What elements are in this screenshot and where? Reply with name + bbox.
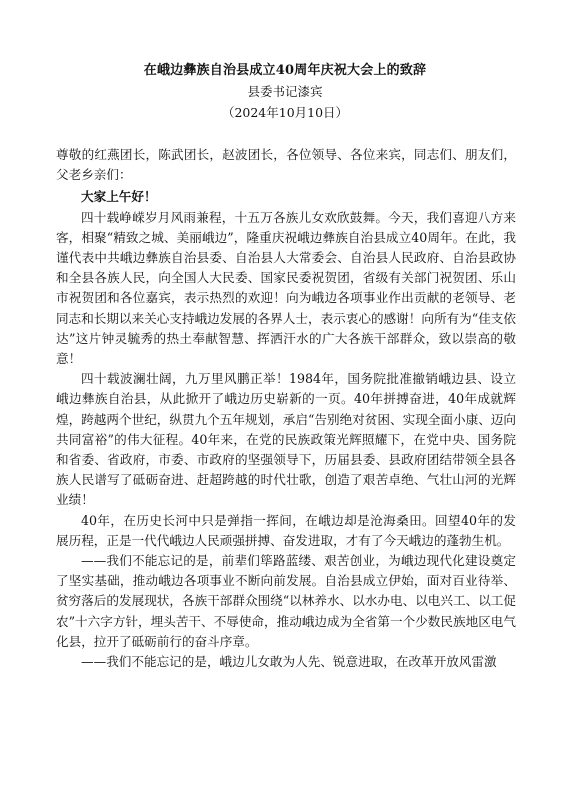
body-paragraph-1: 四十载峥嵘岁月风雨兼程，十五万各族儿女欢欣鼓舞。今天，我们喜迎八方来客，相聚“精致之城、美丽峨边”，隆重庆祝峨边彝族自治县成立40周年。在此，我谨代表中共峨边彝族自治县委、自治县人大常委会、自治县人民政府、自治县政协和全县各族人民，向全国人大民委、国家民委祝贺团，省级有关部门祝贺团、乐山市祝贺团和各位嘉宾，表示热烈的欢迎！向为峨边各项事业作出贡献的老领导、老同志和长期以来关心支持峨边发展的各界人士，表示衷心的感谢！向所有为“佳支依达”这片钟灵毓秀的热土奉献智慧、挥洒汗水的广大各族干部群众，致以崇高的敬意！ [56, 209, 516, 367]
speech-date: （2024年10月10日） [221, 105, 349, 120]
body-paragraph-3: 40年，在历史长河中只是弹指一挥间，在峨边却是沧海桑田。回望40年的发展历程，正是一代代峨边人民顽强拼搏、奋发进取，才有了今天峨边的蓬勃生机。 [56, 512, 516, 548]
body-paragraph-5: ——我们不能忘记的是，峨边儿女敢为人先、锐意进取，在改革开放风雷激 [81, 654, 497, 670]
salutation: 尊敬的红燕团长，陈武团长，赵波团长，各位领导、各位来宾，同志们、朋友们，父老乡亲们： [56, 147, 516, 183]
speaker-line: 县委书记漆宾 [247, 84, 323, 99]
document-body [56, 145, 516, 672]
greeting: 大家上午好！ [81, 189, 157, 205]
body-paragraph-4: ——我们不能忘记的是，前辈们筚路蓝缕、艰苦创业，为峨边现代化建设奠定了坚实基础，推动峨边各项事业不断向前发展。自治县成立伊始，面对百业待举、贫穷落后的发展现状，各族干部群众围绕“以林养水、以水办电、以电兴工、以工促农”十六字方针，埋头苦干、不辱使命，推动峨边成为全省第一个少数民族地区电气化县，拉开了砥砺前行的奋斗序章。 [56, 553, 516, 649]
body-paragraph-2: 四十载波澜壮阔，九万里风鹏正举！1984年，国务院批准撤销峨边县、设立峨边彝族自治县，从此掀开了峨边历史崭新的一页。40年拼搏奋进，40年成就辉煌，跨越两个世纪，纵贯九个五年规划，承启“告别绝对贫困、实现全面小康、迈向共同富裕”的伟大征程。40年来，在党的民族政策光辉照耀下，在党中央、国务院和省委、省政府，市委、市政府的坚强领导下，历届县委、县政府团结带领全县各族人民谱写了砥砺奋进、赶超跨越的时代壮歌，创造了艰苦卓绝、气壮山河的光辉业绩！ [56, 371, 516, 508]
document-title: 在峨边彝族自治县成立40周年庆祝大会上的致辞 [143, 63, 427, 78]
document-header [0, 62, 570, 123]
